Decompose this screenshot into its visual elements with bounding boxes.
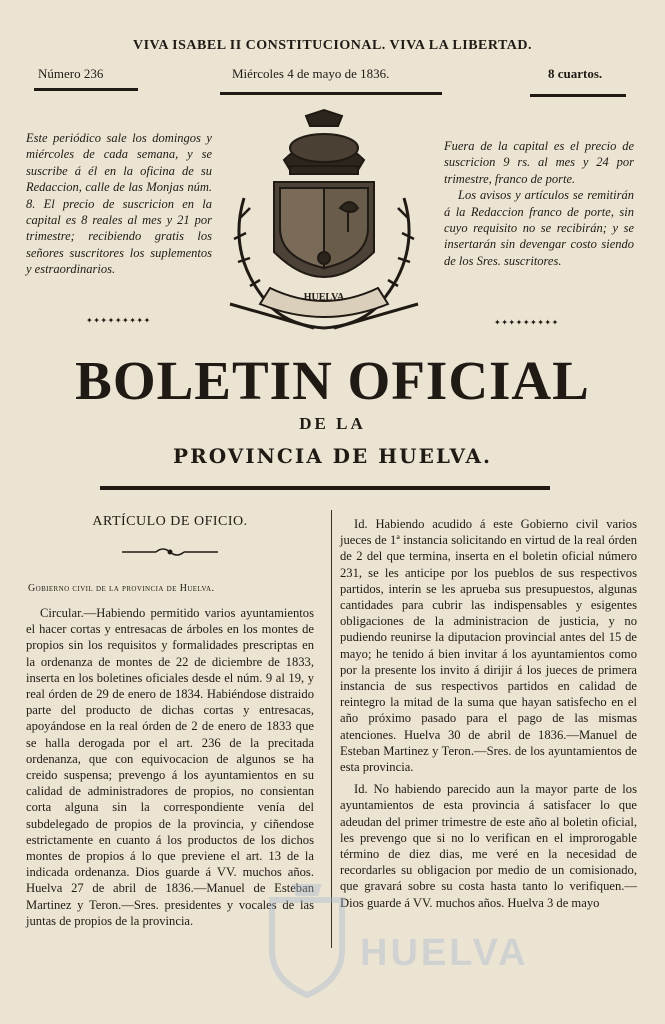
ornament-stars-left: ✦✦✦✦✦✦✦✦✦ [86, 316, 151, 325]
government-heading: Gobierno civil de la provincia de Huelva. [28, 583, 215, 594]
masthead-rule-right [530, 94, 626, 97]
article-paragraph: Id. No habiendo parecido aun la mayor parte de los ayuntamientos de esta provincia á satisfacer lo que adeudan del primer trimestre de este año al boletin oficial, les prevengo que si no lo verifican en el improrogable término de diez dias, me veré en la necesidad de recordarles su obligacion por medio de un comisionado, que gravará sobre su costa hasta tanto lo verifiquen.—Dios guarde á VV. muchos años. Huelva 3 de mayo [340, 782, 637, 910]
title-line-3: PROVINCIA DE HUELVA. [173, 444, 492, 468]
ornament-stars-right: ✦✦✦✦✦✦✦✦✦ [494, 318, 559, 327]
watermark-shield-icon [262, 880, 352, 1000]
masthead-motto: VIVA ISABEL II CONSTITUCIONAL. VIVA LA LIBERTAD. [132, 38, 533, 53]
watermark-text: HUELVA [360, 932, 529, 974]
issue-price: 8 cuartos. [548, 66, 603, 81]
subscription-info-right [444, 138, 634, 269]
subscription-info-left: Este periódico sale los domingos y miércoles de cada semana, y se suscribe á él en la oficina de su Redaccion, calle de las Monjas núm. 8. El precio de suscricion en la capital es 8 reales al mes y 21 por trimestre; recibiendo gratis los señores suscritores los suplementos y estraordinarios. [26, 131, 212, 277]
subscription-paragraph: Fuera de la capital es el precio de suscricion 9 rs. al mes y 24 por trimestre, franco de porte. [444, 139, 634, 186]
masthead-rule-left [34, 88, 138, 91]
huelva-watermark [262, 880, 592, 1000]
coat-of-arms-icon [214, 108, 434, 338]
divider-ornament-icon [120, 545, 220, 559]
section-title: ARTÍCULO DE OFICIO. [92, 514, 248, 529]
issue-line [0, 66, 665, 86]
masthead-rule-center [220, 92, 442, 95]
crest-ribbon-text: HUELVA [303, 292, 345, 303]
article-right-column [340, 516, 637, 911]
article-paragraph: Id. Habiendo acudido á este Gobierno civil varios jueces de 1ª instancia solicitando en virtud de la real órden de 2 del que termina, inserta en el boletin oficial número 231, se les anticipe por los pueblos de sus respectivos partidos, interin se les aprueba sus presupuestos, algunas cantidades para cubrir las indispensables y esigentes obligaciones de la administracion de justicia, y no pudiendo reunirse la diputacion provincial antes del 15 de mayo; he tenido á bien invitar á los ayuntamientos como por la presente los invito á dirijir á los jueces de primera instancia de sus respectivos partidos en calidad de reintegro la mitad de la suma que hayan satisfecho en el año próximo pasado para el pago de las mismas atenciones. Huelva 30 de abril de 1836.—Manuel de Esteban Martinez y Teron.—Sres. de los ayuntamientos de esta provincia. [340, 517, 637, 775]
issue-number: Número 236 [38, 66, 104, 81]
subscription-paragraph: Los avisos y artículos se remitirán á la Redaccion franco de porte, sin cuyo requisito no se recibirán; y se insertarán sin devengar costo siendo de los Sres. suscritores. [444, 188, 634, 268]
title-rule [100, 486, 550, 490]
issue-date: Miércoles 4 de mayo de 1836. [232, 66, 390, 81]
title-main: BOLETIN OFICIAL [75, 350, 590, 411]
article-paragraph: Circular.—Habiendo permitido varios ayuntamientos el hacer cortas y entresacas de árboles en los montes de propios sin los requisitos y formalidades prescriptas en la ordenanza de montes de 22 de diciembre de 1833, inserta en los boletines oficiales desde el núm. 9 al 19, y real órden de 29 de enero de 1834. Habiéndose distraido parte del producto de dichas cortas y entresacas, apoyándose en la real órden de 2 de enero de 1833 que se halla derogada por el art. 236 de la precitada ordenanza, que con equivocacion de algunos se ha creido suspensa; prevengo á los ayuntamientos en su calidad de administradores de propios, no consientan corta alguna sin la correspondiente venía del subdelegado de propios de la provincia, y ciñendose estrictamente en cuanto á los productos de los dichos montes de propios á lo que previene el art. 13 de la indicada ordenanza. Dios guarde á VV. muchos años. Huelva 27 de abril de 1836.—Manuel de Esteban Martinez y Teron.—Sres. presidentes y vocales de las juntas de propios de la provincia. [26, 606, 314, 928]
title-line-2: DE LA [299, 414, 366, 433]
